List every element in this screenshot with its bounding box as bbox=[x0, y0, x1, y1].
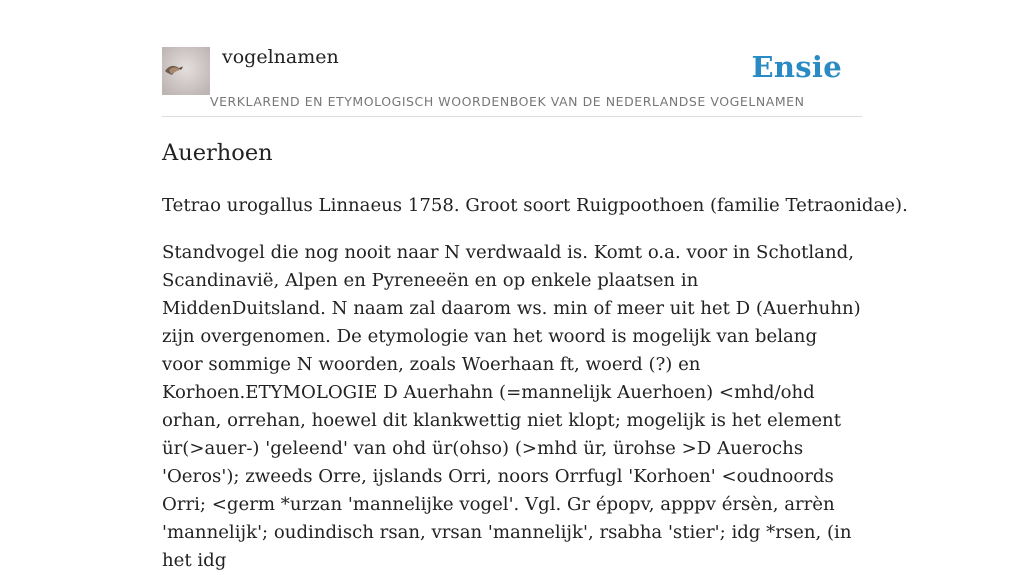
page bbox=[162, 0, 908, 571]
brand-logo[interactable]: Ensie bbox=[751, 50, 842, 84]
entry-paragraph: Tetrao urogallus Linnaeus 1758. Groot soort Ruigpoothoen (familie Tetraonidae). bbox=[162, 195, 908, 216]
dictionary-subtitle: VERKLAREND EN ETYMOLOGISCH WOORDENBOEK VAN DE NEDERLANDSE VOGELNAMEN bbox=[210, 94, 805, 109]
header bbox=[162, 0, 862, 117]
dictionary-avatar[interactable] bbox=[162, 47, 210, 95]
bird-icon bbox=[162, 47, 210, 95]
entry-paragraph: Standvogel die nog nooit naar N verdwaald is. Komt o.a. voor in Schotland, Scandinavië, Alpen en Pyreneeën en op enkele plaatsen in MiddenDuitsland. N naam zal daarom ws. min of meer uit het D (Auerhuhn) zijn overgenomen. De etymologie van het woord is mogelijk van belang voor sommige N woorden, zoals Woerhaan ft, woerd (?) en Korhoen.ETYMOLOGIE D Auerhahn (=mannelijk Auerhoen) <mhd/ohd orhan, orrehan, hoewel dit klankwettig niet klopt; mogelijk is het element ür(>auer-) 'geleend' van ohd ür(ohso) (>mhd ür, ürohse >D Auerochs 'Oeros'); zweeds Orre, ijslands Orri, noors Orrfugl 'Korhoen' <oudnoords Orri; <germ *urzan 'mannelijke vogel'. Vgl. Gr épopv, apppv érsèn, arrèn 'mannelijk'; oudindisch rsan, vrsan 'mannelijk', rsabha 'stier'; idg *rsen, (in het idg bbox=[162, 242, 861, 571]
dictionary-name[interactable]: vogelnamen bbox=[222, 46, 339, 68]
entry-title: Auerhoen bbox=[162, 140, 273, 166]
